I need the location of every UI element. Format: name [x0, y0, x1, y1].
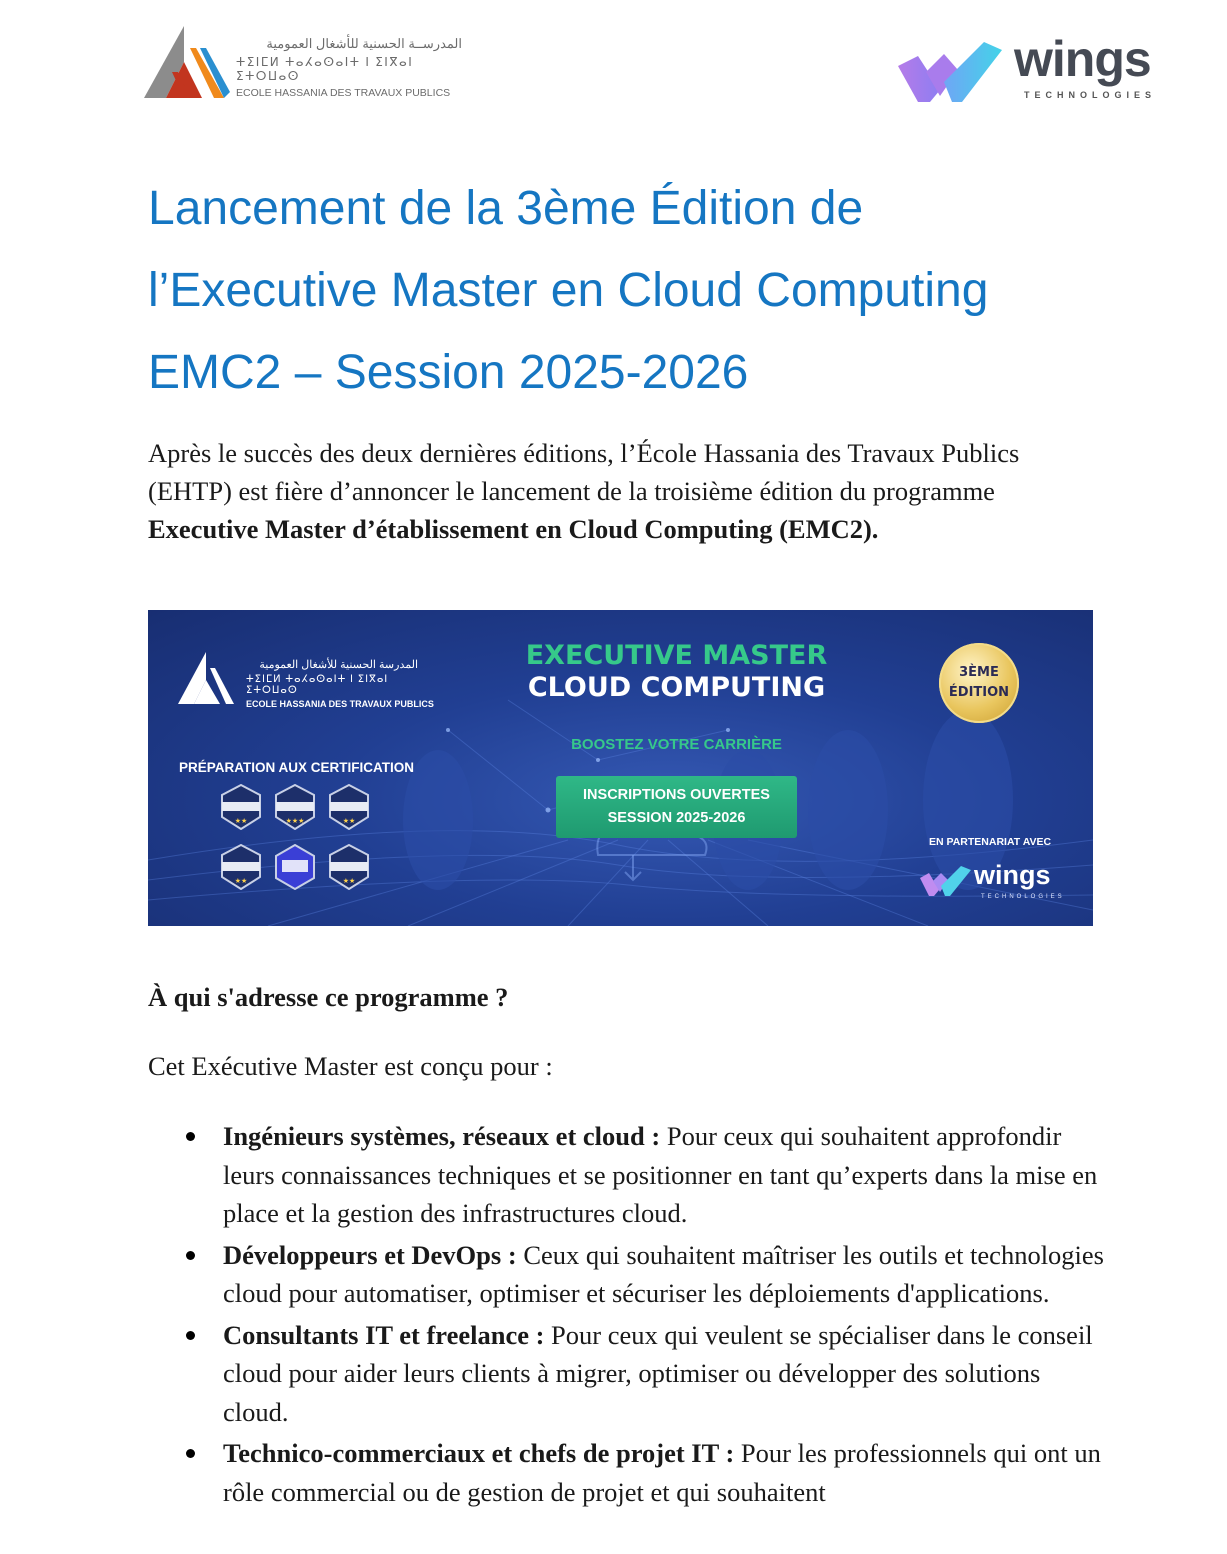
ehtp-logo-text [236, 36, 474, 99]
banner-wings-mark [919, 864, 975, 900]
svg-text:★★★: ★★★ [285, 817, 305, 825]
document-title [148, 168, 1148, 414]
list-item [148, 1434, 1108, 1511]
svg-text:★★: ★★ [234, 817, 248, 825]
certification-badge-icon [328, 844, 370, 890]
banner-partner-label: EN PARTENARIAT AVEC [929, 836, 1052, 848]
intro-program-name: Executive Master d’établissement en Cloud Computing (EMC2). [148, 514, 879, 544]
banner-logo-arabic: المدرسة الحسنية للأشغال العمومية [259, 659, 418, 671]
certification-badge-icon [220, 784, 262, 830]
banner-logo-french: ECOLE HASSANIA DES TRAVAUX PUBLICS [246, 699, 434, 709]
banner-title-cloud-computing: CLOUD COMPUTING [527, 672, 826, 703]
banner-wings-word: wings [974, 860, 1051, 890]
certification-badge-icon [274, 844, 316, 890]
banner-logo-tifinagh: ⵜⵉⵏⵎⵍ ⵜⴰⵃⴰⵙⴰⵏⵜ Ⅰ ⵉⵏⴳⴰⵏ ⵉⵜⵔⵡⴰⵙ [246, 674, 389, 696]
ehtp-logo-arabic: المدرســة الحسنية للأشغال العمومية [266, 36, 462, 51]
list-item-text: Pour ceux qui souhaitent approfondir leurs connaissances techniques et se positionner en tant qu’experts dans la mise en place et la gestion des infrastructures cloud. [223, 1121, 1098, 1228]
svg-text:★★: ★★ [342, 877, 356, 885]
banner-registration-box [556, 776, 797, 838]
section-heading: À qui s'adresse ce programme ? [148, 982, 509, 1012]
ehtp-logo [144, 22, 474, 104]
banner-tagline: BOOSTEZ VOTRE CARRIÈRE [571, 736, 782, 753]
bullet-icon [186, 1331, 195, 1340]
wings-logo-mark [896, 36, 1016, 108]
audience-list [148, 1117, 1108, 1514]
bullet-icon [186, 1251, 195, 1260]
list-item-text: Ceux qui souhaitent maîtriser les outils et technologies cloud pour automatiser, optimiser et sécuriser les déploiements d'applications. [223, 1239, 1104, 1308]
title-line: l’Executive Master en Cloud Computing [148, 264, 989, 317]
bullet-icon [186, 1449, 195, 1458]
wings-logo [896, 31, 1168, 108]
list-item-label: Consultants IT et freelance : [223, 1319, 545, 1350]
ehtp-logo-tifinagh: ⵜⵉⵏⵎⵍ ⵜⴰⵃⴰⵙⴰⵏⵜ Ⅰ ⵉⵏⴳⴰⵏ ⵉⵜⵔⵡⴰⵙ [236, 55, 414, 83]
svg-text:★★: ★★ [234, 877, 248, 885]
wings-logo-word: wings [1014, 31, 1151, 87]
list-item-label: Ingénieurs systèmes, réseaux et cloud : [223, 1121, 661, 1151]
list-item-text: Pour les professionnels qui ont un rôle commercial ou de gestion de projet et qui souhaitent [223, 1438, 1101, 1507]
list-item-label: Technico-commerciaux et chefs de projet IT : [223, 1438, 735, 1468]
ehtp-logo-mark [144, 22, 230, 100]
section-lead: Cet Exécutive Master est conçu pour : [148, 1051, 553, 1081]
edition-seal-number: 3ÈME [959, 665, 999, 680]
banner-wings-subtitle: TECHNOLOGIES [981, 894, 1065, 900]
bullet-icon [186, 1132, 195, 1141]
certification-badge-icon [274, 784, 316, 830]
intro-paragraph [148, 434, 1098, 548]
banner-prep-label: PRÉPARATION AUX CERTIFICATION [179, 760, 414, 775]
edition-seal-label: ÉDITION [948, 685, 1010, 700]
wings-logo-subtitle: TECHNOLOGIES [1024, 90, 1157, 100]
certification-badge-icon [328, 784, 370, 830]
list-item-text: Pour ceux qui veulent se spécialiser dans le conseil cloud pour aider leurs clients à migrer, optimiser ou développer des solutions cloud. [223, 1319, 1093, 1427]
banner-cta-line: SESSION 2025-2026 [607, 810, 746, 826]
title-line: Lancement de la 3ème Édition de [148, 182, 864, 235]
list-item [148, 1236, 1108, 1313]
list-item-label: Développeurs et DevOps : [223, 1239, 517, 1270]
certification-badges [220, 784, 380, 904]
ehtp-logo-french: ECOLE HASSANIA DES TRAVAUX PUBLICS [236, 87, 451, 99]
list-item [148, 1316, 1108, 1432]
banner-wings-logo [919, 860, 1069, 908]
list-item [148, 1117, 1108, 1233]
banner-cta-line: INSCRIPTIONS OUVERTES [583, 787, 770, 803]
intro-text: Après le succès des deux dernières éditions, l’École Hassania des Travaux Publics (EHTP) est fière d’annoncer le lancement de la troisième édition du programme [148, 438, 1020, 506]
certification-badge-icon [220, 844, 262, 890]
edition-seal [939, 643, 1019, 723]
svg-text:★★: ★★ [342, 817, 356, 825]
program-banner [148, 610, 1093, 926]
title-line: EMC2 – Session 2025-2026 [148, 346, 749, 399]
banner-title-executive-master: EXECUTIVE MASTER [525, 640, 828, 671]
